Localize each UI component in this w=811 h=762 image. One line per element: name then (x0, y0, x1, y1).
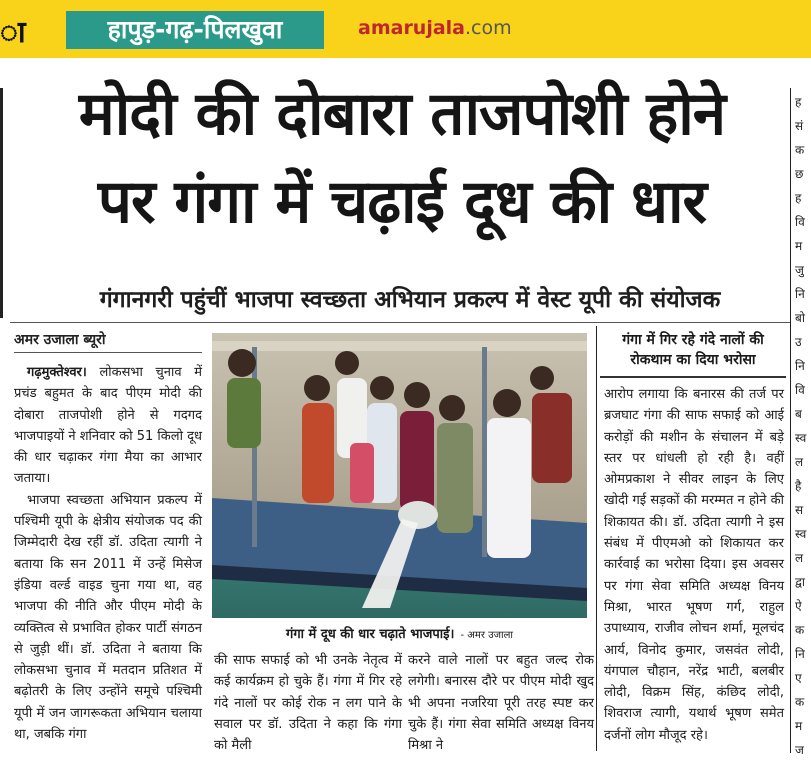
edge-fragment: ह (795, 95, 802, 109)
col1-paragraph-1: लोकसभा चुनाव में प्रचंड बहुमत के बाद पीएम मोदी की दोबारा ताजपोशी होने से गदगद भाजपाइयों ने शनिवार को 51 किलो दूध की धार चढ़ाकर गंगा मैया का आभार जताया। (14, 365, 202, 487)
article-column-3 (408, 650, 594, 756)
article-column-2 (214, 650, 402, 756)
left-edge-bar (0, 88, 3, 318)
edge-fragment: वि (795, 383, 805, 397)
edge-fragment: ऐ (795, 599, 802, 613)
edge-fragment: नि (795, 287, 805, 301)
edge-fragment: द्वा (795, 575, 806, 589)
headline-line-2: पर गंगा में चढ़ाई दूध की धार (97, 167, 707, 237)
caption-text: गंगा में दूध की धार चढ़ाते भाजपाई। (286, 627, 455, 642)
edge-fragment: नि (795, 647, 805, 661)
edge-fragment: बो (795, 311, 805, 325)
edge-fragment: ल (795, 551, 804, 565)
adjacent-article-fragments (795, 90, 811, 762)
edge-fragment: जु (795, 263, 804, 277)
right-divider (790, 88, 791, 753)
news-photo (212, 333, 587, 618)
edge-fragment: उ (795, 335, 802, 349)
edge-fragment: क (795, 623, 805, 637)
edge-fragment: क (795, 143, 805, 157)
sidebar-text: आरोप लगाया कि बनारस की तर्ज पर ब्रजघाट गंगा की साफ सफाई को आई करोड़ों की मशीन के संचालन में बड़े स्तर पर धांधली हो रही है। वहीं ओमप्रकाश ने सीवर लाइन के लिए खोदी गई सड़कों की मरम्मत न होने की शिकायत की। डॉ. उदिता त्यागी ने इस संबंध में पीएमओ को शिकायत कर कार्रवाई का भरोसा दिया। इस अवसर पर गंगा सेवा समिति अध्यक्ष विनय मिश्रा, भारत भूषण गर्ग, राहुल उपाध्याय, राजीव लोचन शर्मा, मूलचंद आर्य, विनोद कुमार, जसवंत लोदी, यंगपाल चौहान, नरेंद्र भाटी, बलबीर लोदी, विक्रम सिंह, कंछिद लोदी, शिवराज त्यागी, यथार्थ भूषण समेत दर्जनों लोग मौजूद रहे। (604, 387, 784, 743)
edge-fragment: म (795, 239, 803, 253)
edge-fragment: वि (795, 215, 805, 229)
subhead-rule (10, 322, 790, 323)
col3-text: करने वाले नालों पर बहुत जल्द रोक लगेगी। बनारस दौरे पर पीएम मोदी खुद भी अपना नजरिया पूरी तरह स्पष्ट कर चुके हैं। गंगा सेवा समिति अध्यक्ष विनय मिश्रा ने (408, 653, 594, 754)
edge-fragment: नि (795, 359, 805, 373)
section-title: हापुड़-गढ़-पिलखुवा (66, 11, 324, 49)
photo-caption (212, 624, 587, 642)
subheadline: गंगानगरी पहुंचीं भाजपा स्वच्छता अभियान प्रकल्प में वेस्ट यूपी की संयोजक (99, 287, 721, 313)
edge-fragment: म (795, 719, 803, 733)
sidebar-heading: गंगा में गिर रहे गंदे नालों की रोकथाम का दिया भरोसा (622, 332, 764, 368)
col2-text: की साफ सफाई को भी उनके नेतृत्व में कई कार्यक्रम हो चुके हैं। गंगा में गिर रहे गंदे नालों पर कोई रोक न लग पाने के सवाल पर डॉ. उदिता ने कहा कि गंगा को मैली (214, 653, 402, 754)
site-suffix: .com (465, 17, 512, 39)
edge-fragment: सं (795, 119, 804, 133)
edge-fragment: स्व (795, 527, 807, 541)
edge-fragment: ल (795, 455, 804, 469)
article-column-4 (604, 384, 784, 746)
site-name: amarujala (358, 17, 466, 39)
col1-paragraph-2: भाजपा स्वच्छता अभियान प्रकल्प में पश्चिमी यूपी के क्षेत्रीय संयोजक पद की जिम्मेदारी देख रहीं डॉ. उदिता त्यागी ने बताया कि सन 2011 में उन्हें मिसेज इंडिया वर्ल्ड वाइड चुना गया था, वह भाजपा की नीति और पीएम मोदी के व्यक्तित्व से प्रभावित होकर पार्टी संगठन से जुड़ी थीं। डॉ. उदिता ने बताया कि लोकसभा चुनाव में मतदान प्रतिशत में बढ़ोतरी के लिए उन्होंने समूचे पश्चिमी यूपी में जन जागरूकता अभियान चलाया था, जबकि गंगा (14, 492, 202, 743)
edge-fragment: ज (795, 743, 804, 757)
byline: अमर उजाला ब्यूरो (14, 332, 106, 348)
sidebar-heading-rule (600, 376, 786, 378)
edge-fragment: ह (795, 191, 802, 205)
byline-rule (14, 352, 202, 353)
edge-fragment: क (795, 695, 805, 709)
edge-fragment: ब (795, 407, 802, 421)
edge-fragment: है (795, 479, 802, 493)
section-header-bar (0, 0, 811, 58)
edge-fragment: ए (795, 671, 802, 685)
column-divider (596, 326, 597, 751)
edge-fragment: छ (795, 167, 804, 181)
headline-line-1: मोदी की दोबारा ताजपोशी होने (78, 79, 726, 149)
article-column-1 (14, 362, 202, 745)
header-left-fragment: ा (0, 15, 26, 50)
caption-credit: - अमर उजाला (460, 630, 513, 641)
edge-fragment: स (795, 503, 804, 517)
dateline: गढ़मुक्तेश्वर। (27, 365, 87, 380)
site-logo (358, 17, 512, 39)
edge-fragment: स्व (795, 431, 807, 445)
